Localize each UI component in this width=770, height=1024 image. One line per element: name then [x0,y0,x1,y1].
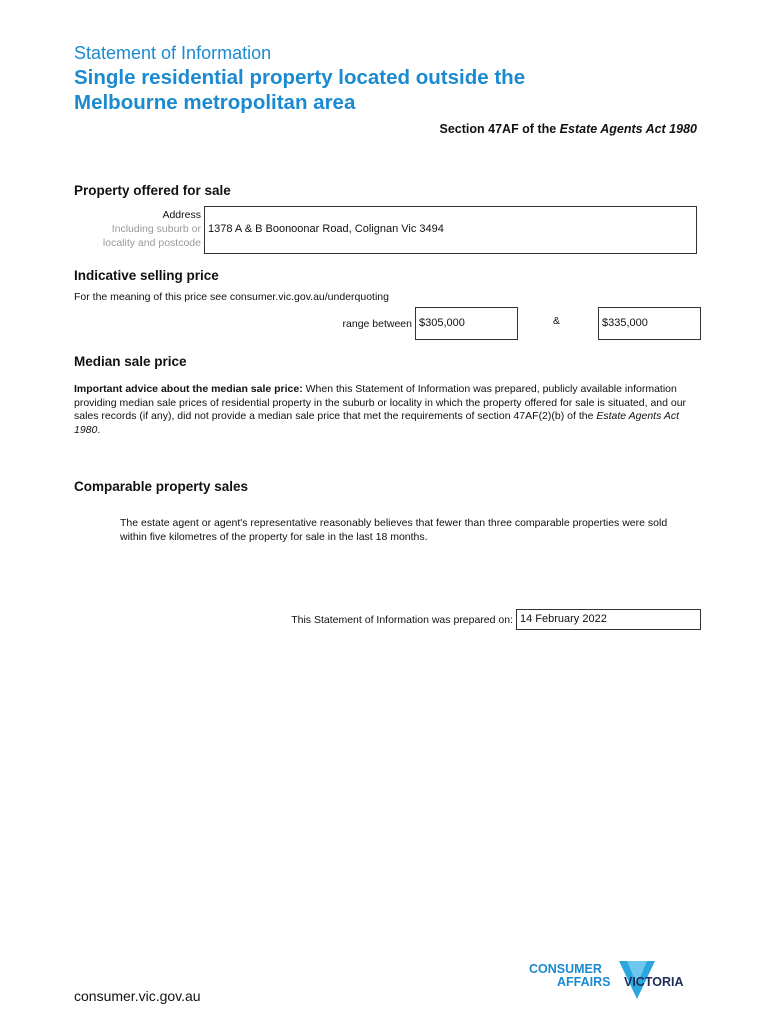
logo-line-3: VICTORIA [624,975,684,989]
address-field[interactable]: 1378 A & B Boonoonar Road, Colignan Vic 3494 [204,206,697,254]
logo-line-2: AFFAIRS [557,975,611,989]
price-low-field[interactable]: $305,000 [415,307,518,340]
address-sublabel-1: Including suburb or [111,223,201,235]
comparable-heading: Comparable property sales [74,479,249,494]
median-advice [74,383,696,437]
median-advice-text: When this Statement of Information was prepared, publicly available information providing median sale prices of residential property in the suburb or locality in which the property offered for sale is situated, and our sales records (if any), did not provide a median sale price that met the requirements of section 47AF(2)(b) of the [74,383,687,422]
footer-url: consumer.vic.gov.au [74,988,201,1004]
property-heading: Property offered for sale [74,183,231,198]
consumer-affairs-victoria-logo [527,959,702,1007]
address-label-block [73,208,201,250]
price-meaning-text: For the meaning of this price see consumer.vic.gov.au/underquoting [74,291,389,303]
comparable-text: The estate agent or agent's representative reasonably believes that fewer than three comparable properties were sold within five kilometres of the property for sale in the last 18 months. [120,517,668,543]
document-title [74,65,525,115]
prepared-date-field[interactable]: 14 February 2022 [516,609,701,630]
and-symbol: & [553,315,561,327]
address-label: Address [162,209,201,221]
section-act: Estate Agents Act 1980 [559,122,697,136]
median-advice-bold: Important advice about the median sale price: [74,383,303,395]
title-line-1: Single residential property located outside the [74,66,526,89]
address-sublabel-2: locality and postcode [102,237,201,249]
prepared-label: This Statement of Information was prepared on: [291,614,513,626]
median-advice-end: . [97,423,101,436]
range-label: range between [342,318,412,330]
median-advice-act: Estate Agents Act 1980 [74,410,680,436]
price-heading: Indicative selling price [74,268,219,283]
document-kicker: Statement of Information [74,43,272,63]
section-reference [440,122,697,136]
section-prefix: Section 47AF of the [439,122,560,136]
logo-line-1: CONSUMER [529,962,602,976]
title-line-2: Melbourne metropolitan area [74,91,356,114]
price-high-field[interactable]: $335,000 [598,307,701,340]
median-heading: Median sale price [74,354,187,369]
